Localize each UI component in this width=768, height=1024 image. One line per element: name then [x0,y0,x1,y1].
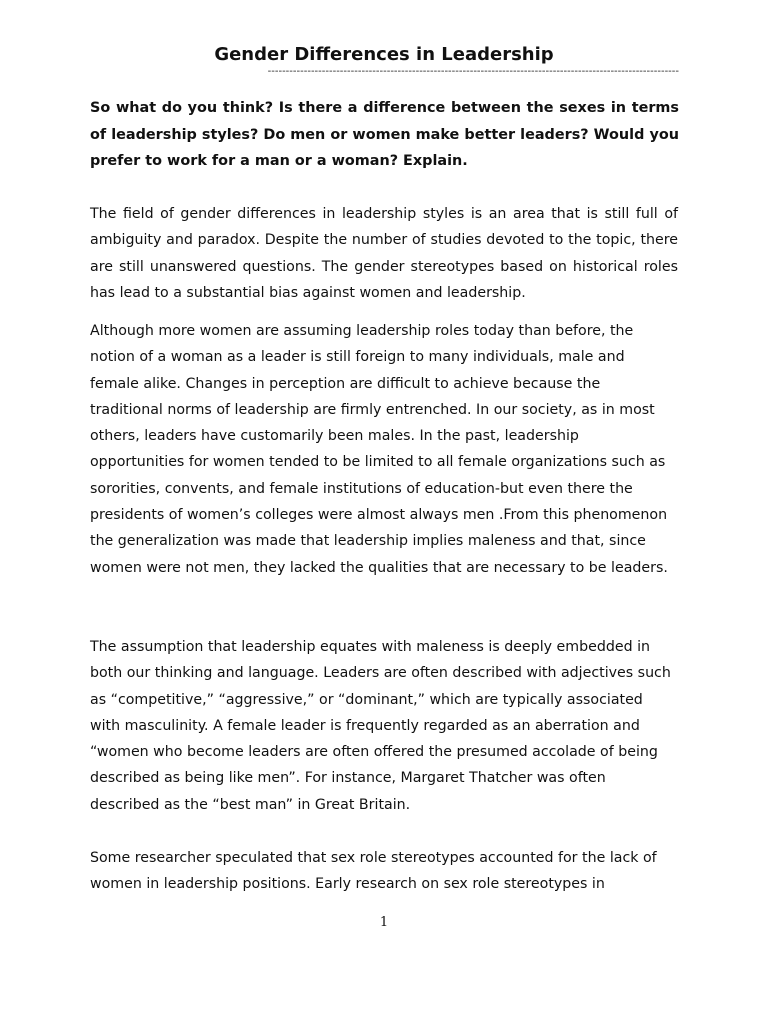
paragraph-1: The field of gender differences in leadership styles is an area that is still full of ambiguity and paradox. Despite the number of studies devoted to the topic, there are still unanswered questions. The gender stereotypes based on historical roles has lead to a substantial bias against women and leadership. [90,206,678,301]
title-separator: ------------------------------------------------------------------------------------------------------------------ [267,66,679,77]
paragraph-3: The assumption that leadership equates with maleness is deeply embedded in both our thinking and language. Leaders are often described with adjectives such as “competitive,” “aggressive,” or “dominant,” which are typically associated with masculinity. A female leader is frequently regarded as an aberration and “women who become leaders are often offered the presumed accolade of being described as being like men”. For instance, Margaret Thatcher was often described as the “best man” in Great Britain. [90,639,671,813]
discussion-question: So what do you think? Is there a difference between the sexes in terms of leadership styles? Do men or women make better leaders? Would you prefer to work for a man or a woman? Explain. [90,100,679,169]
document-title: Gender Differences in Leadership [214,44,554,65]
paragraph-2: Although more women are assuming leadership roles today than before, the notion of a woman as a leader is still foreign to many individuals, male and female alike. Changes in perception are difficult to achieve because the traditional norms of leadership are firmly entrenched. In our society, as in most others, leaders have customarily been males. In the past, leadership opportunities for women tended to be limited to all female organizations such as sororities, convents, and female institutions of education-but even there the presidents of women’s colleges were almost always men .From this phenomenon the generalization was made that leadership implies maleness and that, since women were not men, they lacked the qualities that are necessary to be leaders. [90,323,668,576]
paragraph-4: Some researcher speculated that sex role stereotypes accounted for the lack of women in leadership positions. Early research on sex role stereotypes in [90,850,657,893]
page-number: 1 [379,915,389,930]
